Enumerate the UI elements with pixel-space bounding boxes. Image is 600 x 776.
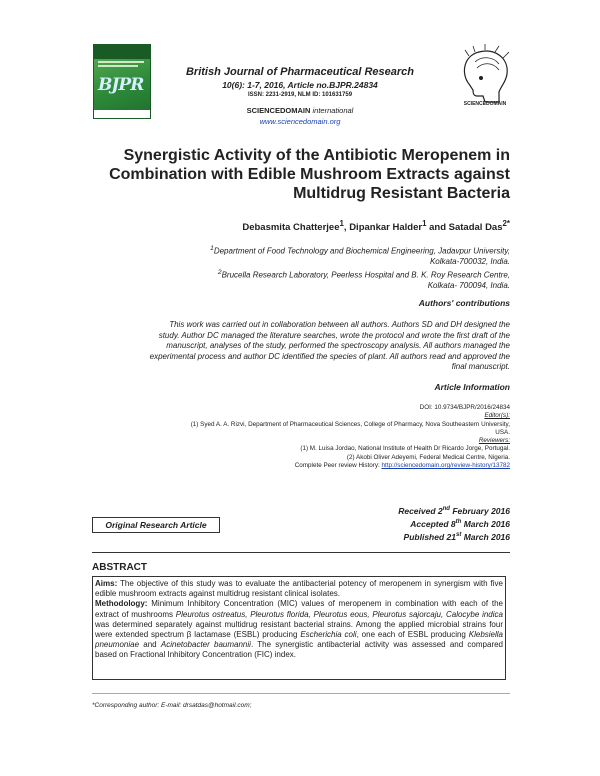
footnote-divider [92,693,510,694]
review-history-link[interactable]: http://sciencedomain.org/review-history/13782 [381,462,510,470]
journal-name: British Journal of Pharmaceutical Research [185,66,415,78]
journal-cover-image [93,44,151,119]
abstract-box: Aims: The objective of this study was to evaluate the antibacterial potency of meropenem in synergism with five edible mushroom extracts against multidrug resistant clinical isolates. Methodology: Minimum Inhibitory Concentration (MIC) values of meropenem in combination with each of the extract of mushrooms Pleurotus ostreatus, Pleurotus florida, Pleurotus eous, Pleurotus sajorcaju, Calocybe indica was determined separately against multidrug resistant bacterial strains. Among the applied microbial strains four were extended spectrum β lactamase (ESBL) producing Escherichia coli, one each of ESBL producing Klebsiella pneumoniae and Acinetobacter baumannii. The synergistic antibacterial activity was assessed and compared based on Fractional Inhibitory Concentration (FIC) index. [92,576,506,680]
publisher-name: SCIENCEDOMAIN international [246,106,354,115]
article-type-box: Original Research Article [92,517,220,533]
doi: DOI: 10.9734/BJPR/2016/24834 [419,404,510,411]
affiliations: $^1$Department of Food Technology and Biochemical Engineering, Jadavpur University, Kolkata-700032, India. $^2$Brucella Research Laboratory, Peerless Hospital and B. K. Roy Research Centre, Kolkata- 700094, India. [210,245,510,290]
publication-dates: Received 2nd February 2016 Accepted 8th March 2016 Published 21st March 2016 [398,505,510,542]
article-information: DOI: 10.9734/BJPR/2016/24834 Editor(s): (1) Syed A. A. Rizvi, Department of Pharmaceutical Sciences, College of Pharmacy, Nova Southeastern University, USA. Reviewers: (1) M. Luisa Jordao, National Institute of Health Dr Ricardo Jorge, Portugal. (2) Akobi Oliver Adeyemi, Federal Medical Centre, Nigeria. Complete Peer review History: http://sciencedomain.org/review-history/13782 [92,404,510,470]
author-name: Debasmita Chatterjee [242,222,340,234]
publisher-logo-caption: SCIENCEDOMAIN [463,101,507,107]
abstract-heading: ABSTRACT [92,562,147,573]
author-name: Dipankar Halder [349,222,423,234]
authors-contributions-text: This work was carried out in collaboration between all authors. Authors SD and DH designed the study. Author DC managed the literature searches, wrote the protocol and wrote the first draft of the manuscript, analyses of the study, performed the spectroscopy analysis. All authors managed the experimental process and author DC identified the species of plant. All authors read and approved the final manuscript. [149,320,510,371]
cover-logo-text: BJPR [98,75,144,95]
authors-contributions-heading: Authors' contributions [418,298,510,308]
issn-line: ISSN: 2231-2919, NLM ID: 101631759 [247,92,353,98]
paper-title: Synergistic Activity of the Antibiotic Meropenem in Combination with Edible Mushroom Extracts against Multidrug Resistant Bacteria [109,147,510,202]
volume-line: 10(6): 1-7, 2016, Article no.BJPR.24834 [222,80,378,90]
section-divider [92,552,510,553]
corresponding-author-footnote: *Corresponding author: E-mail: drsatdas@hotmail.com; [92,702,252,709]
author-name: Satadal Das [448,222,503,234]
article-information-heading: Article Information [434,382,510,392]
publisher-url-link[interactable]: www.sciencedomain.org [259,117,341,126]
author-list: Debasmita Chatterjee$^1$, Dipankar Halder$^1$ and Satadal Das$^{2*}$ [242,219,510,234]
